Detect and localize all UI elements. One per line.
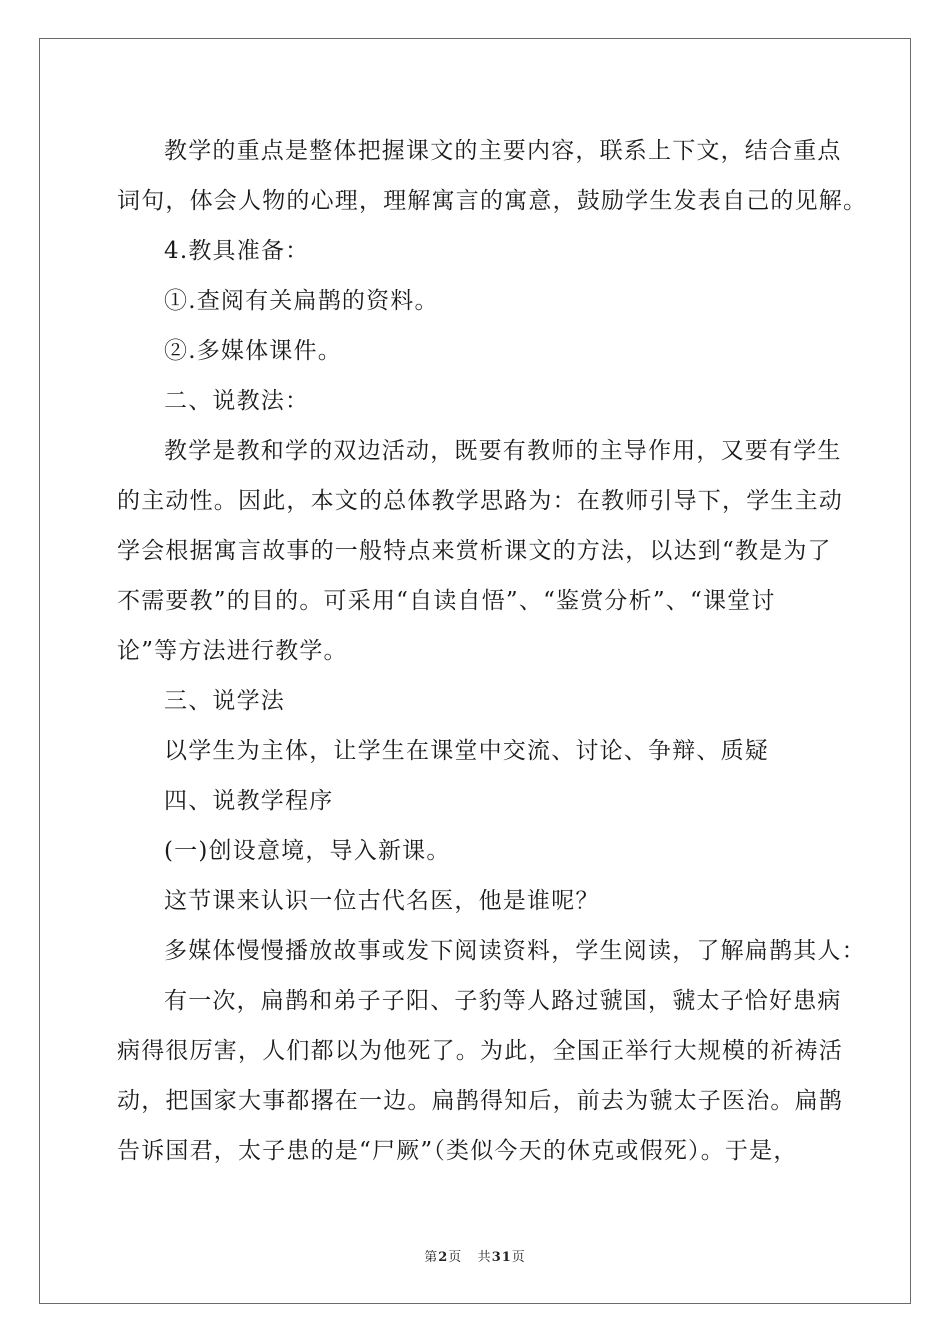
section-heading: 二、说教法： bbox=[164, 388, 310, 414]
text-line: 词句，体会人物的心理，理解寓言的寓意，鼓励学生发表自己的见解。 bbox=[117, 188, 868, 214]
footer-prefix: 第 bbox=[424, 1250, 439, 1265]
document-body bbox=[117, 126, 868, 1176]
list-item: ①.查阅有关扁鹊的资料。 bbox=[164, 288, 439, 314]
list-item: ②.多媒体课件。 bbox=[164, 338, 342, 364]
page-footer bbox=[0, 1246, 950, 1265]
text-line: 不需要教”的目的。可采用“自读自悟”、“鉴赏分析”、“课堂讨 bbox=[117, 588, 776, 614]
current-page-number: 2 bbox=[438, 1250, 449, 1265]
text-line: 这节课来认识一位古代名医，他是谁呢？ bbox=[164, 888, 600, 914]
text-line: 学会根据寓言故事的一般特点来赏析课文的方法，以达到“教是为了 bbox=[117, 538, 832, 564]
subsection-heading: (一)创设意境，导入新课。 bbox=[164, 838, 451, 864]
text-line: 教学的重点是整体把握课文的主要内容，联系上下文，结合重点 bbox=[164, 138, 842, 164]
footer-page-word: 页 bbox=[448, 1250, 463, 1265]
footer-total-prefix: 共 bbox=[477, 1250, 492, 1265]
text-line: 动，把国家大事都撂在一边。扁鹊得知后，前去为虢太子医治。扁鹊 bbox=[117, 1088, 843, 1114]
section-heading: 四、说教学程序 bbox=[164, 788, 334, 814]
text-line: 多媒体慢慢播放故事或发下阅读资料，学生阅读，了解扁鹊其人： bbox=[164, 938, 866, 964]
text-line: 有一次，扁鹊和弟子子阳、子豹等人路过虢国，虢太子恰好患病 bbox=[164, 988, 842, 1014]
footer-total-suffix: 页 bbox=[511, 1250, 526, 1265]
text-line: 以学生为主体，让学生在课堂中交流、讨论、争辩、质疑 bbox=[164, 738, 769, 764]
section-heading: 三、说学法 bbox=[164, 688, 285, 714]
text-line: 告诉国君，太子患的是“尸厥”（类似今天的休克或假死）。于是， bbox=[117, 1138, 798, 1164]
text-line: 病得很厉害，人们都以为他死了。为此，全国正举行大规模的祈祷活 bbox=[117, 1038, 843, 1064]
text-line: 教学是教和学的双边活动，既要有教师的主导作用，又要有学生 bbox=[164, 438, 842, 464]
section-heading: 4.教具准备： bbox=[164, 238, 310, 264]
total-page-count: 31 bbox=[491, 1250, 512, 1265]
text-line: 的主动性。因此，本文的总体教学思路为：在教师引导下，学生主动 bbox=[117, 488, 843, 514]
text-line: 论”等方法进行教学。 bbox=[117, 638, 348, 664]
